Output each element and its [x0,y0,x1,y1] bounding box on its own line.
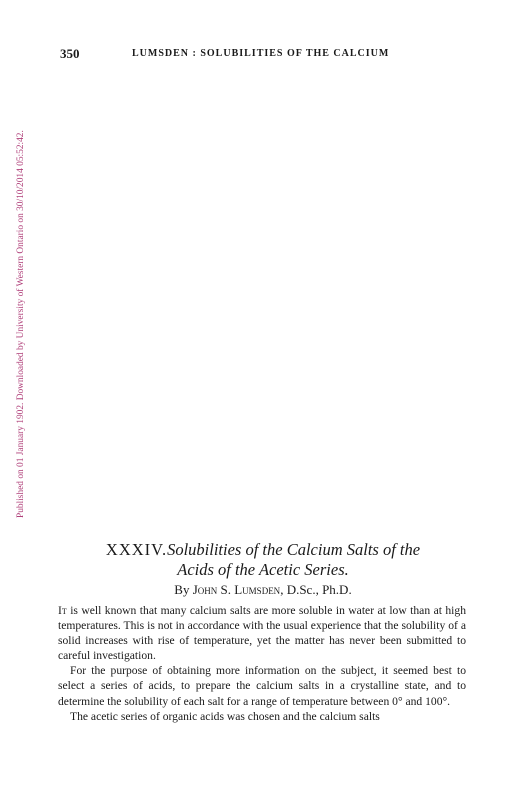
by-word: By [174,582,190,597]
running-head: LUMSDEN : SOLUBILITIES OF THE CALCIUM [132,48,390,59]
article-number: XXXIV. [105,540,168,559]
author-degrees: , D.Sc., Ph.D. [280,582,352,597]
download-watermark [4,28,26,528]
paragraph-2: For the purpose of obtaining more information on the subject, it seemed best to select a series of acids, to prepare the calcium salts in a crystalline state, and to determine the solubility of each salt for a range of temperature between 0° and 100°. [58,664,466,708]
paragraph-1-text: is well known that many calcium salts are more soluble in water at low than at high temperatures. This is not in accordance with the usual experience that the solubility of a solid increases with rise of temperature, yet the matter has never been submitted to careful investigation. [58,604,466,663]
title-text-1: Solubilities of the Calcium Salts of the [167,540,421,559]
page-number: 350 [60,46,80,61]
watermark-text: Published on 01 January 1902. Downloaded by University of Western Ontario on 30/10/2014 05:52:42. [16,130,26,518]
lead-word: It [58,604,67,617]
title-line-1 [58,540,468,560]
paragraph-3: The acetic series of organic acids was chosen and the calcium salts [70,709,380,723]
title-line-2: Acids of the Acetic Series. [177,560,349,579]
author-name: John S. Lumsden [192,582,281,597]
author-byline [58,582,468,598]
paragraph-1 [58,603,466,663]
page-header [60,46,478,62]
article-title [58,540,468,580]
article-body [58,603,466,724]
